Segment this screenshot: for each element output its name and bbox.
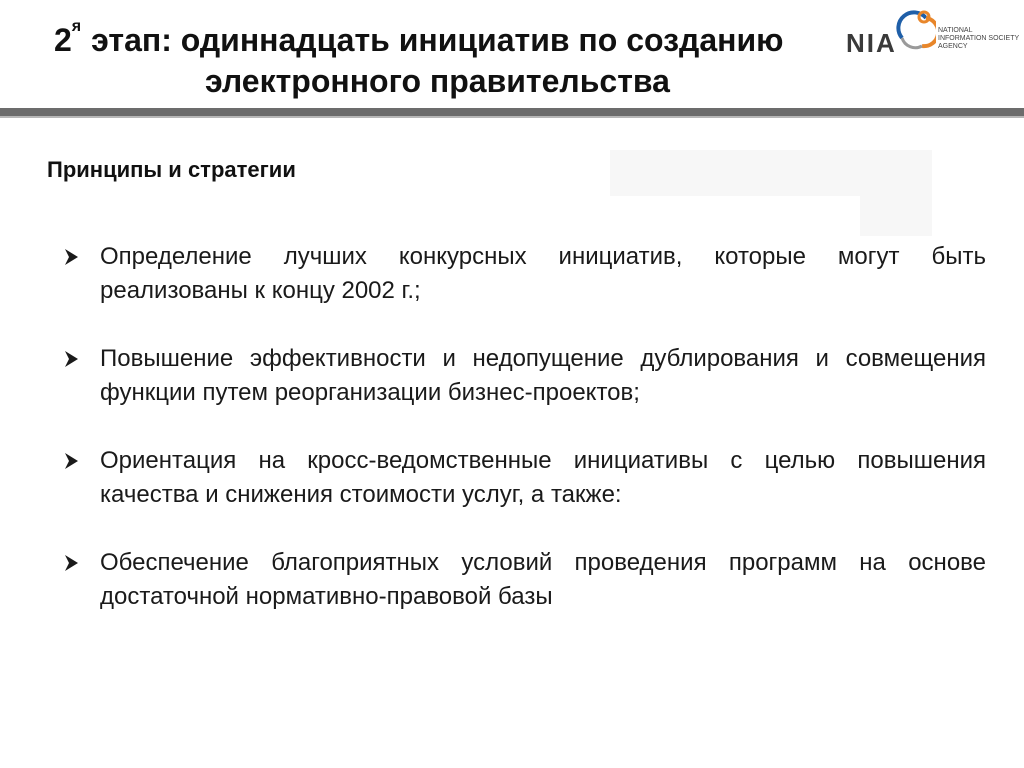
arrow-bullet-icon bbox=[62, 444, 82, 478]
watermark-shape bbox=[610, 150, 932, 196]
list-item-text: Ориентация на кросс-ведомственные инициативы с целью повышения качества и снижения стоимости услуг, а также: bbox=[100, 447, 986, 508]
stage-suffix: я bbox=[71, 18, 82, 35]
nia-logo bbox=[842, 0, 1024, 66]
slide-title-line2: электронного правительства bbox=[205, 63, 670, 99]
watermark-shape bbox=[860, 196, 932, 236]
list-item bbox=[62, 444, 986, 512]
bullet-list bbox=[62, 240, 986, 648]
header-divider-shadow bbox=[0, 116, 1024, 118]
arrow-bullet-icon bbox=[62, 342, 82, 376]
list-item bbox=[62, 342, 986, 410]
arrow-bullet-icon bbox=[62, 546, 82, 580]
slide-title-line1 bbox=[54, 18, 784, 59]
list-item-text: Повышение эффективности и недопущение дублирования и совмещения функции путем реорганизации бизнес-проектов; bbox=[100, 345, 986, 406]
logo-agency-name: NATIONAL INFORMATION SOCIETY AGENCY bbox=[938, 27, 1020, 50]
list-item bbox=[62, 546, 986, 614]
list-item bbox=[62, 240, 986, 308]
title-rest: этап: одиннадцать инициатив по созданию bbox=[91, 22, 784, 58]
logo-rings-icon bbox=[896, 8, 936, 54]
list-item-text: Определение лучших конкурсных инициатив, которые могут быть реализованы к концу 2002 г.; bbox=[100, 243, 986, 304]
logo-letters: NIA bbox=[846, 28, 897, 58]
slide-header bbox=[0, 0, 1024, 108]
list-item-text: Обеспечение благоприятных условий проведения программ на основе достаточной нормативно-правовой базы bbox=[100, 549, 986, 610]
stage-number: 2 bbox=[54, 22, 72, 58]
arrow-bullet-icon bbox=[62, 240, 82, 274]
section-heading: Принципы и стратегии bbox=[47, 157, 296, 182]
header-divider bbox=[0, 108, 1024, 116]
